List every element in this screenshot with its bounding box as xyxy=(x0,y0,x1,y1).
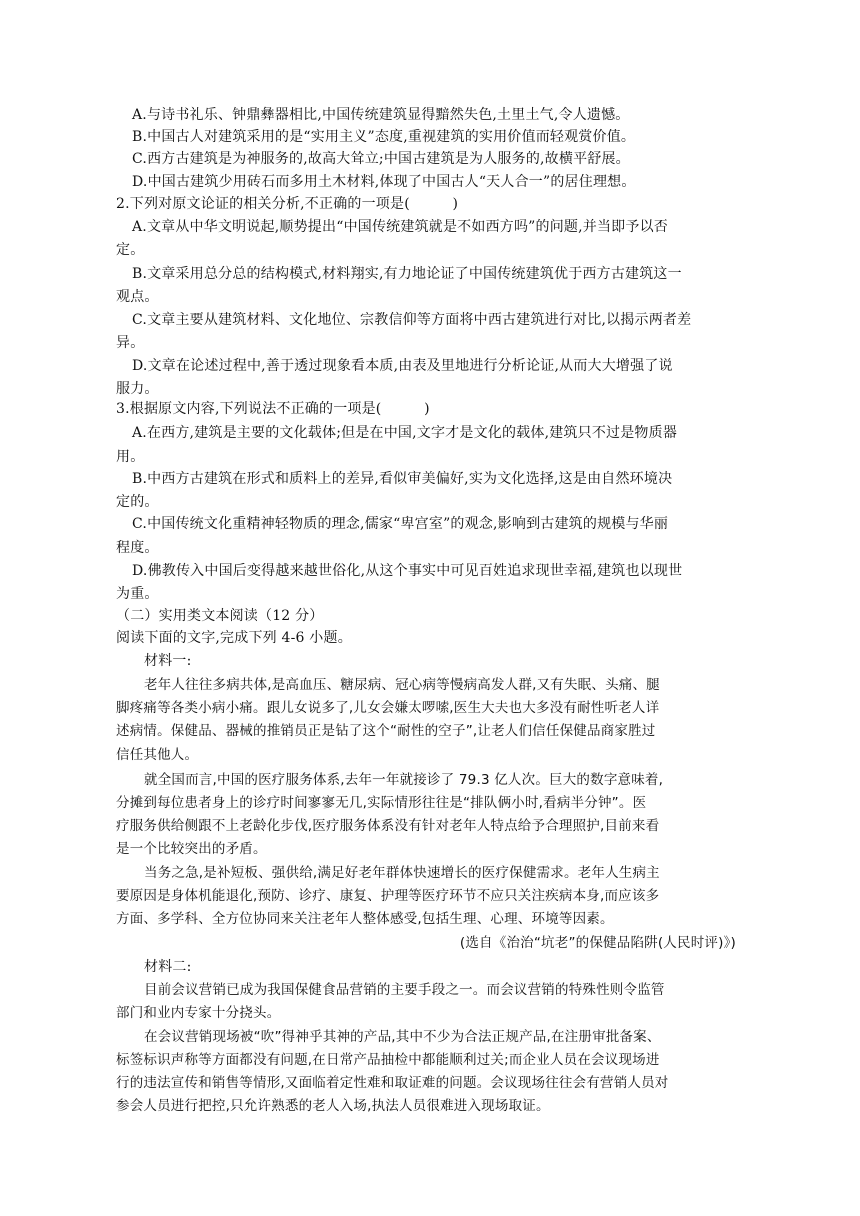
material1-source: (选自《治治“坑老”的保健品陷阱(人民时评)》) xyxy=(459,935,736,951)
material1-p3-line1: 当务之急,是补短板、强供给,满足好老年群体快速增长的医疗保健需求。老年人生病主 xyxy=(144,865,660,881)
q3-option-c-cont: 程度。 xyxy=(116,540,159,556)
q3-option-c: C.中国传统文化重精神轻物质的理念,儒家“卑宫室”的观念,影响到古建筑的规模与华丽 xyxy=(132,516,669,532)
material1-p1-line2: 脚疼痛等各类小病小痛。跟儿女说多了,儿女会嫌太啰嗦,医生大夫也大多没有耐性听老人详 xyxy=(116,700,660,716)
q3-option-d: D.佛教传入中国后变得越来越世俗化,从这个事实中可见百姓追求现世幸福,建筑也以现世 xyxy=(132,563,683,579)
q2-option-a-cont: 定。 xyxy=(116,242,145,258)
q2-option-a: A.文章从中华文明说起,顺势提出“中国传统建筑就是不如西方吗”的问题,并当即予以否 xyxy=(132,219,668,235)
q2-stem: 2.下列对原文论证的相关分析,不正确的一项是( ) xyxy=(116,196,459,212)
q2-option-c: C.文章主要从建筑材料、文化地位、宗教信仰等方面将中西古建筑进行对比,以揭示两者差 xyxy=(132,312,692,328)
section-heading: （二）实用类文本阅读（12 分） xyxy=(116,608,324,624)
q2-option-c-cont: 异。 xyxy=(116,335,145,351)
material2-label: 材料二: xyxy=(144,959,192,975)
material2-p1-line2: 部门和业内专家十分挠头。 xyxy=(116,1005,281,1021)
q3-option-a-cont: 用。 xyxy=(116,449,145,465)
material1-p3-line3: 方面、多学科、全方位协同来关注老年人整体感受,包括生理、心理、环境等因素。 xyxy=(116,911,614,927)
q3-option-a: A.在西方,建筑是主要的文化载体;但是在中国,文字才是文化的载体,建筑只不过是物质器 xyxy=(132,425,678,441)
material2-p2-line1: 在会议营销现场被“吹”得神乎其神的产品,其中不少为合法正规产品,在注册审批备案、 xyxy=(144,1029,661,1045)
q1-option-c: C.西方古建筑是为神服务的,故高大耸立;中国古建筑是为人服务的,故横平舒展。 xyxy=(132,151,630,167)
q2-option-d-cont: 服力。 xyxy=(116,381,159,397)
material2-p2-line3: 行的违法宣传和销售等情形,又面临着定性难和取证难的问题。会议现场往往会有营销人员对 xyxy=(116,1075,669,1091)
material1-p1-line4: 信任其他人。 xyxy=(116,747,199,763)
q1-option-b: B.中国古人对建筑采用的是“实用主义”态度,重视建筑的实用价值而轻观赏价值。 xyxy=(132,129,636,145)
material1-p2-line2: 分摊到每位患者身上的诊疗时间寥寥无几,实际情形往往是“排队俩小时,看病半分钟”。医 xyxy=(116,795,647,811)
material1-p2-line4: 是一个比较突出的矛盾。 xyxy=(116,841,267,857)
q2-option-d: D.文章在论述过程中,善于透过现象看本质,由表及里地进行分析论证,从而大大增强了说 xyxy=(132,358,673,374)
material1-p1-line3: 述病情。保健品、器械的推销员正是钻了这个“耐性的空子”,让老人们信任保健品商家胜过 xyxy=(116,723,656,739)
q3-option-b-cont: 定的。 xyxy=(116,494,159,510)
material1-label: 材料一: xyxy=(144,653,192,669)
section-instruction: 阅读下面的文字,完成下列 4-6 小题。 xyxy=(116,630,352,646)
material2-p2-line4: 参会人员进行把控,只允许熟悉的老人入场,执法人员很难进入现场取证。 xyxy=(116,1098,550,1114)
material1-p1-line1: 老年人往往多病共体,是高血压、糖尿病、冠心病等慢病高发人群,又有失眠、头痛、腿 xyxy=(144,677,660,693)
q2-option-b: B.文章采用总分总的结构模式,材料翔实,有力地论证了中国传统建筑优于西方古建筑这一 xyxy=(132,266,682,282)
q3-option-b: B.中西方古建筑在形式和质料上的差异,看似审美偏好,实为文化选择,这是由自然环境决 xyxy=(132,471,673,487)
q2-option-b-cont: 观点。 xyxy=(116,289,159,305)
material2-p1-line1: 目前会议营销已成为我国保健食品营销的主要手段之一。而会议营销的特殊性则令监管 xyxy=(144,982,665,998)
material2-p2-line2: 标签标识声称等方面都没有问题,在日常产品抽检中都能顺利过关;而企业人员在会议现场进 xyxy=(116,1052,660,1068)
material1-p3-line2: 要原因是身体机能退化,预防、诊疗、康复、护理等医疗环节不应只关注疾病本身,而应该多 xyxy=(116,888,660,904)
material1-p2-line3: 疗服务供给侧跟不上老龄化步伐,医疗服务体系没有针对老年人特点给予合理照护,目前来看 xyxy=(116,818,660,834)
q1-option-a: A.与诗书礼乐、钟鼎彝器相比,中国传统建筑显得黯然失色,土里土气,令人遗憾。 xyxy=(132,107,630,123)
q3-stem: 3.根据原文内容,下列说法不正确的一项是( ) xyxy=(116,401,430,417)
q3-option-d-cont: 为重。 xyxy=(116,586,159,602)
q1-option-d: D.中国古建筑少用砖石而多用土木材料,体现了中国古人“天人合一”的居住理想。 xyxy=(132,174,636,190)
material1-p2-line1: 就全国而言,中国的医疗服务体系,去年一年就接诊了 79.3 亿人次。巨大的数字意味着, xyxy=(144,772,664,788)
